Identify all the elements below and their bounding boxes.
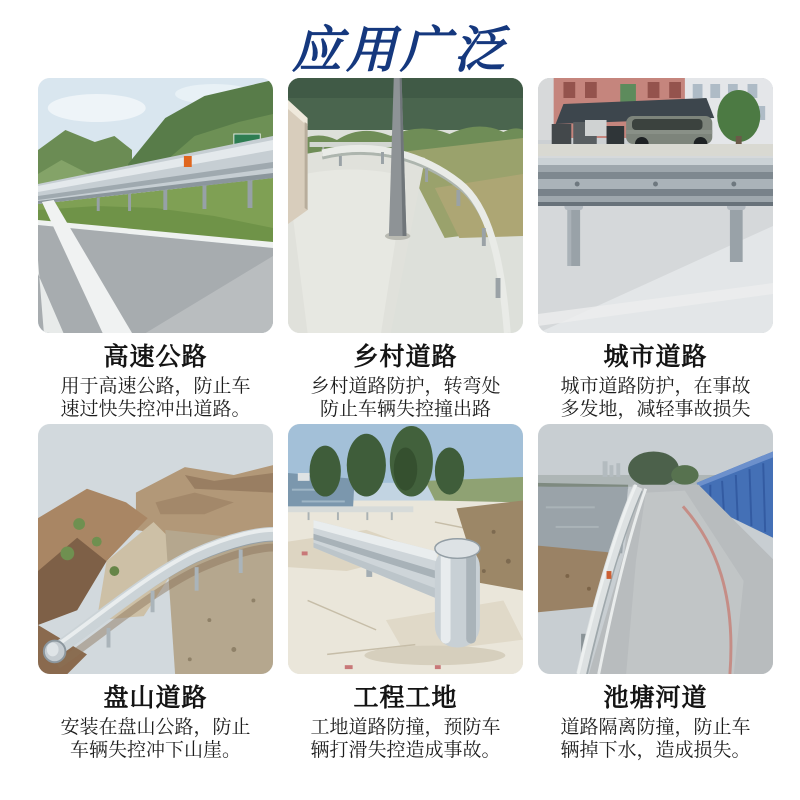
construction-site-photo bbox=[288, 424, 523, 674]
card-desc bbox=[288, 375, 523, 421]
pond-river-photo bbox=[538, 424, 773, 674]
mountain-road-photo bbox=[38, 424, 273, 674]
card-title: 高速公路 bbox=[103, 343, 208, 371]
rural-road-illustration bbox=[288, 78, 523, 333]
card-title: 城市道路 bbox=[603, 343, 708, 371]
card-desc bbox=[288, 716, 523, 762]
card-desc-line2: 多发地，减轻事故损失 bbox=[560, 399, 751, 420]
application-card-rural-road bbox=[288, 78, 523, 421]
card-desc-line2: 辆掉下水，造成损失。 bbox=[560, 740, 751, 761]
card-title: 工程工地 bbox=[353, 684, 458, 712]
highway-illustration bbox=[38, 78, 273, 333]
pond-river-illustration bbox=[538, 424, 773, 674]
application-card-highway bbox=[38, 78, 273, 421]
card-desc-line1: 乡村道路防护，转弯处 bbox=[310, 376, 501, 397]
card-desc-line2: 防止车辆失控撞出路 bbox=[319, 399, 491, 420]
card-desc-line2: 速过快失控冲出道路。 bbox=[60, 399, 251, 420]
card-desc-line1: 城市道路防护，在事故 bbox=[560, 376, 751, 397]
card-desc-line1: 工地道路防撞，预防车 bbox=[310, 717, 501, 738]
card-title: 池塘河道 bbox=[603, 684, 708, 712]
city-road-photo bbox=[538, 78, 773, 333]
card-desc bbox=[538, 716, 773, 762]
card-desc-line1: 用于高速公路，防止车 bbox=[60, 376, 251, 397]
application-card-pond-river bbox=[538, 424, 773, 762]
construction-site-illustration bbox=[288, 424, 523, 674]
highway-photo bbox=[38, 78, 273, 333]
rural-road-photo bbox=[288, 78, 523, 333]
application-grid bbox=[38, 78, 800, 762]
card-desc bbox=[38, 716, 273, 762]
mountain-road-illustration bbox=[38, 424, 273, 674]
application-card-construction-site bbox=[288, 424, 523, 762]
card-desc bbox=[38, 375, 273, 421]
card-desc bbox=[538, 375, 773, 421]
application-card-mountain-road bbox=[38, 424, 273, 762]
card-desc-line2: 辆打滑失控造成事故。 bbox=[310, 740, 501, 761]
card-title: 乡村道路 bbox=[353, 343, 458, 371]
application-card-city-road bbox=[538, 78, 773, 421]
card-desc-line1: 安装在盘山公路，防止 bbox=[60, 717, 251, 738]
card-desc-line2: 车辆失控冲下山崖。 bbox=[69, 740, 241, 761]
card-title: 盘山道路 bbox=[103, 684, 208, 712]
city-road-illustration bbox=[538, 78, 773, 333]
page-title: 应用广泛 bbox=[292, 22, 508, 78]
card-desc-line1: 道路隔离防撞，防止车 bbox=[560, 717, 751, 738]
